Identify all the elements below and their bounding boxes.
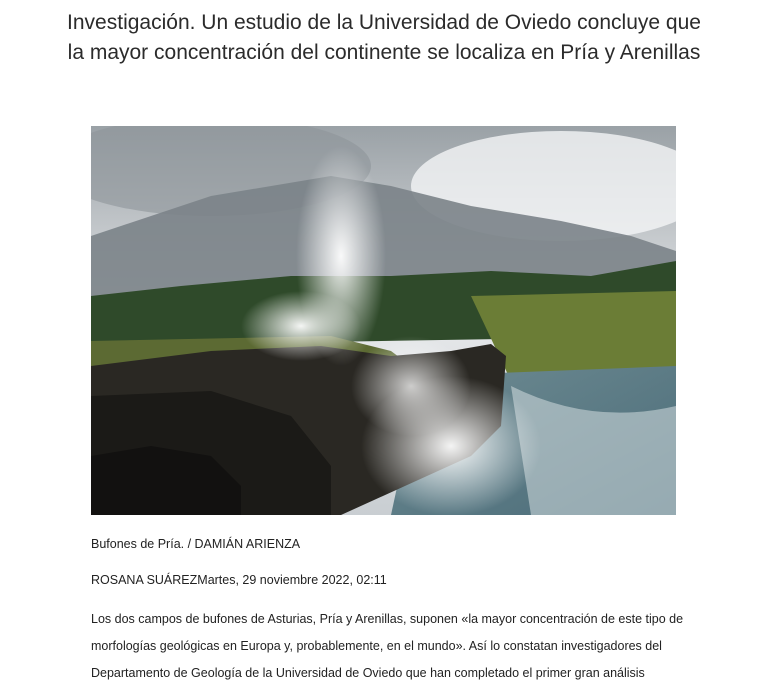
photo-caption: Bufones de Pría. / DAMIÁN ARIENZA <box>91 537 301 551</box>
publish-date: Martes, 29 noviembre 2022, 02:11 <box>197 573 387 587</box>
article-byline <box>91 573 387 587</box>
author-name[interactable]: ROSANA SUÁREZ <box>91 573 198 587</box>
coastal-blowhole-image <box>91 126 676 515</box>
article-photo <box>91 126 676 515</box>
body-paragraph: Los dos campos de bufones de Asturias, Pría y Arenillas, suponen «la mayor concentración de este tipo de morfologías geológicas en Europa y, probablemente, en el mundo». Así lo constatan investigadores del Departamento de Geología de la Universidad de Oviedo que han completado el primer gran análisis <box>91 612 684 680</box>
article-subtitle: Investigación. Un estudio de la Universidad de Oviedo concluye que la mayor concentración del continente se localiza en Pría y Arenillas <box>67 11 701 64</box>
